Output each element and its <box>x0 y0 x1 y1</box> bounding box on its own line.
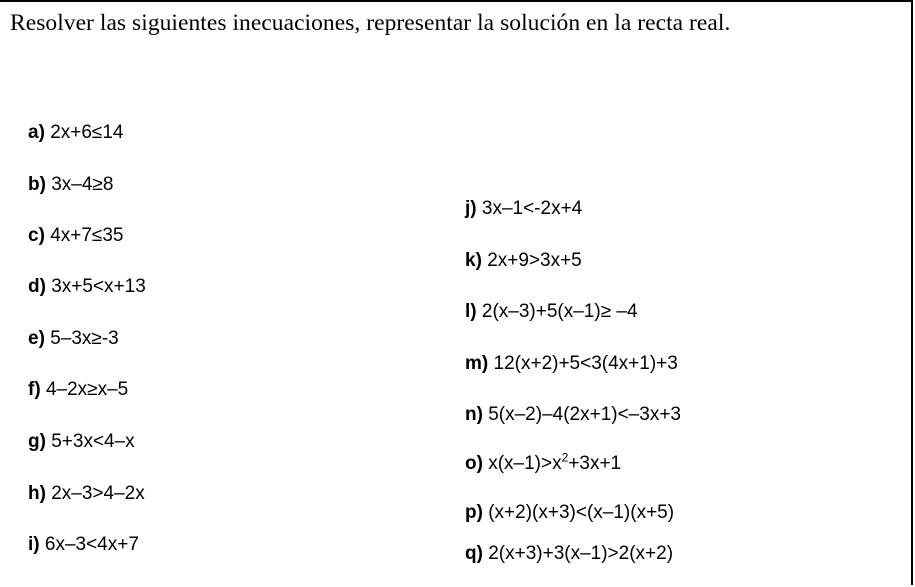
exercise-label: e) <box>28 328 45 349</box>
exercise-d <box>28 276 146 298</box>
exercise-e <box>28 328 119 350</box>
exercise-expression <box>488 450 622 474</box>
exercise-q <box>465 543 673 565</box>
exercise-expression: 3x–4≥8 <box>51 174 114 195</box>
expression-rest: +3x+1 <box>568 453 622 474</box>
exercise-expression: 12(x+2)+5<3(4x+1)+3 <box>493 353 678 374</box>
exercise-expression: 6x–3<4x+7 <box>44 534 139 555</box>
exercise-label: h) <box>28 483 46 504</box>
exercise-label: l) <box>465 301 477 322</box>
exercise-h <box>28 483 145 505</box>
exercise-b <box>28 174 113 196</box>
exercise-expression: 2x+6≤14 <box>50 122 124 143</box>
exercise-k <box>465 250 582 272</box>
exercise-a <box>28 122 123 144</box>
exercise-expression: 4x+7≤35 <box>50 225 124 246</box>
exercise-label: c) <box>28 225 45 246</box>
exercise-expression: 5–3x≥-3 <box>50 328 119 349</box>
exercise-label: n) <box>465 404 483 425</box>
exercise-l <box>465 301 638 323</box>
expression-base: x(x–1)>x <box>488 453 562 474</box>
exponent: 2 <box>561 450 569 465</box>
exercise-label: g) <box>28 431 46 452</box>
exercise-label: b) <box>28 174 46 195</box>
exercise-expression: 2x–3>4–2x <box>51 483 145 504</box>
exercise-j <box>465 198 582 220</box>
exercise-label: i) <box>28 534 40 555</box>
exercise-label: m) <box>465 353 489 374</box>
exercise-expression: 2(x–3)+5(x–1)≥ –4 <box>481 301 638 322</box>
exercise-expression: 2x+9>3x+5 <box>487 250 582 271</box>
exercise-expression: 5+3x<4–x <box>51 431 135 452</box>
exercise-o <box>465 450 622 475</box>
exercise-c <box>28 225 123 247</box>
exercise-g <box>28 431 135 453</box>
exercise-p <box>465 502 674 524</box>
exercise-i <box>28 534 139 556</box>
instructions-title: Resolver las siguientes inecuaciones, representar la solución en la recta real. <box>10 10 731 36</box>
exercise-n <box>465 404 681 426</box>
exercise-label: p) <box>465 502 483 523</box>
exercise-expression: 4–2x≥x–5 <box>45 379 129 400</box>
exercise-label: j) <box>465 198 477 219</box>
exercise-label: o) <box>465 453 483 474</box>
exercise-expression: 3x–1<-2x+4 <box>481 198 583 219</box>
exercise-m <box>465 353 678 375</box>
exercise-f <box>28 379 128 401</box>
exercise-expression: 5(x–2)–4(2x+1)<–3x+3 <box>488 404 681 425</box>
exercise-label: q) <box>465 543 483 564</box>
exercise-label: a) <box>28 122 45 143</box>
exercise-expression: 3x+5<x+13 <box>51 276 146 297</box>
exercise-label: f) <box>28 379 41 400</box>
exercise-label: d) <box>28 276 46 297</box>
exercise-expression: 2(x+3)+3(x–1)>2(x+2) <box>488 543 674 564</box>
exercise-label: k) <box>465 250 482 271</box>
exercise-expression: (x+2)(x+3)<(x–1)(x+5) <box>488 502 675 523</box>
